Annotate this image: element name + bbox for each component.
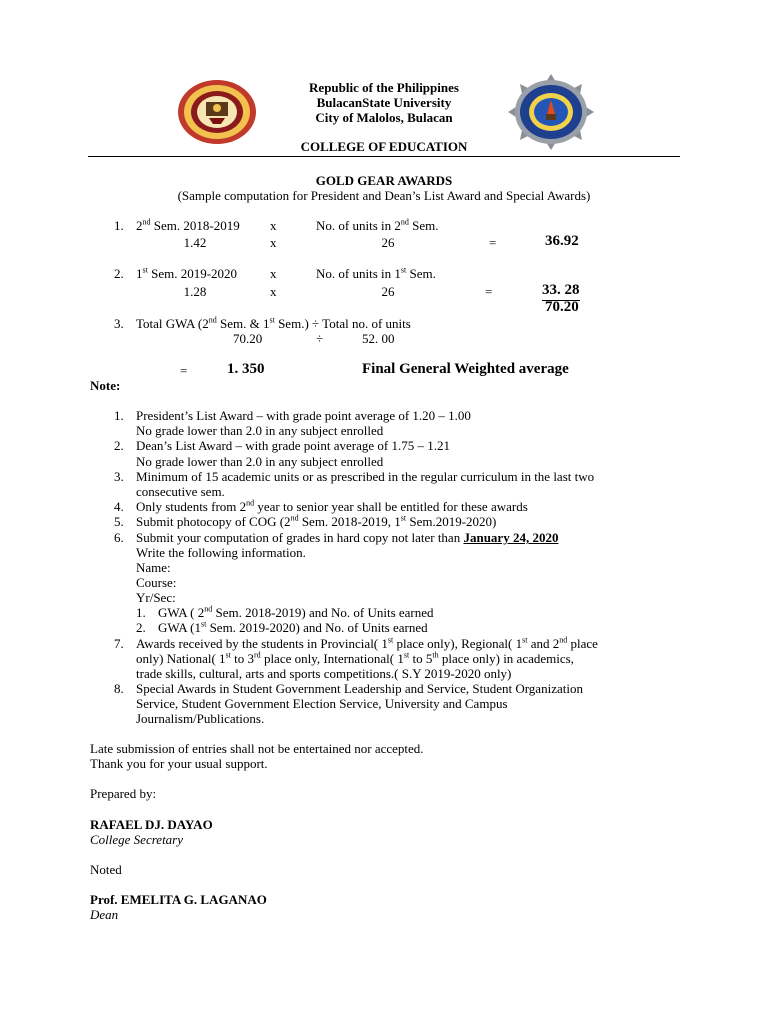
note-8-line-3: Journalism/Publications.	[136, 711, 265, 726]
note-3-line-1: Minimum of 15 academic units or as prescribed in the regular curriculum in the last two	[136, 469, 595, 484]
comp-item-2-times: x	[270, 266, 277, 281]
note-7-number: 7.	[114, 636, 124, 651]
note-6-number: 6.	[114, 530, 124, 545]
final-gwa-value: 1. 350	[227, 361, 265, 377]
comp-item-3-formula: Total GWA (2nd Sem. & 1st Sem.) ÷ Total no. of units	[136, 315, 411, 331]
comp-item-3-total-grade: 70.20	[233, 331, 263, 346]
note-4-number: 4.	[114, 499, 124, 514]
noter-title: Dean	[90, 907, 119, 922]
closing-line-1: Late submission of entries shall not be entertained nor accepted.	[90, 741, 424, 756]
comp-item-2-equals: =	[485, 284, 493, 299]
note-3-number: 3.	[114, 469, 124, 484]
comp-item-1-result: 36.92	[545, 233, 579, 249]
note-8-number: 8.	[114, 681, 124, 696]
comp-item-2-result: 33. 28	[542, 281, 580, 301]
note-2-line-1: Dean’s List Award – with grade point average of 1.75 – 1.21	[136, 438, 450, 453]
note-5-number: 5.	[114, 514, 124, 529]
comp-item-1-units: 26	[381, 235, 395, 250]
comp-item-1-equals: =	[489, 235, 497, 250]
note-6-yrsec-field: Yr/Sec:	[136, 590, 176, 605]
final-equals: =	[180, 363, 188, 378]
note-6-sub-2: GWA (1st Sem. 2019-2020) and No. of Units earned	[158, 619, 428, 635]
note-6-name-field: Name:	[136, 560, 171, 575]
note-6-line-2: Write the following information.	[136, 545, 306, 560]
note-6-deadline: January 24, 2020	[463, 530, 559, 545]
comp-item-1-number: 1.	[114, 218, 124, 233]
note-6-sub-1-number: 1.	[136, 605, 146, 620]
comp-item-1-times: x	[270, 218, 277, 233]
note-6-line-1: Submit your computation of grades in hard copy not later than January 24, 2020	[136, 530, 559, 545]
note-6-sub-2-number: 2.	[136, 620, 146, 635]
noter-name: Prof. EMELITA G. LAGANAO	[90, 892, 267, 907]
note-7-line-1: Awards received by the students in Provincial( 1st place only), Regional( 1st and 2nd place	[136, 635, 598, 651]
note-7-line-2: only) National( 1st to 3rd place only, International( 1st to 5th place only) in academics,	[136, 650, 574, 666]
document-subtitle: (Sample computation for President and Dean’s List Award and Special Awards)	[177, 188, 591, 203]
comp-item-2-running-total: 70.20	[545, 299, 579, 315]
comp-item-2-units: 26	[381, 284, 395, 299]
comp-item-1-times-2: x	[270, 235, 277, 250]
comp-item-3-number: 3.	[114, 316, 124, 331]
noted-label: Noted	[90, 862, 122, 877]
comp-item-2-grade: 1.28	[183, 284, 207, 299]
note-7-line-3: trade skills, cultural, arts and sports competitions.( S.Y 2019-2020 only)	[136, 666, 512, 681]
header-university: BulacanState University	[316, 95, 452, 110]
header-republic: Republic of the Philippines	[309, 80, 459, 95]
note-3-line-2: consecutive sem.	[136, 484, 225, 499]
comp-item-2-semester: 1st Sem. 2019-2020	[136, 265, 238, 281]
header-divider	[88, 156, 680, 157]
prepared-by-label: Prepared by:	[90, 786, 157, 801]
note-1-number: 1.	[114, 408, 124, 423]
comp-item-2-number: 2.	[114, 266, 124, 281]
note-2-number: 2.	[114, 438, 124, 453]
document-title: GOLD GEAR AWARDS	[315, 173, 453, 188]
note-8-line-1: Special Awards in Student Government Leadership and Service, Student Organization	[136, 681, 583, 696]
comp-item-1-semester: 2nd Sem. 2018-2019	[136, 217, 240, 233]
note-4-line-1: Only students from 2nd year to senior year shall be entitled for these awards	[136, 498, 528, 514]
note-heading: Note:	[90, 378, 121, 393]
note-6-sub-1: GWA ( 2nd Sem. 2018-2019) and No. of Units earned	[158, 604, 434, 620]
preparer-title: College Secretary	[90, 832, 184, 847]
note-5-line-1: Submit photocopy of COG (2nd Sem. 2018-2019, 1st Sem.2019-2020)	[136, 513, 497, 529]
comp-item-1-grade: 1.42	[183, 235, 207, 250]
note-1-line-1: President’s List Award – with grade point average of 1.20 – 1.00	[136, 408, 471, 423]
comp-item-2-times-2: x	[270, 284, 277, 299]
note-6-course-field: Course:	[136, 575, 177, 590]
note-8-line-2: Service, Student Government Election Service, University and Campus	[136, 696, 508, 711]
closing-line-2: Thank you for your usual support.	[90, 756, 268, 771]
header-city: City of Malolos, Bulacan	[315, 110, 453, 125]
header-college: COLLEGE OF EDUCATION	[300, 139, 468, 154]
comp-item-1-units-label: No. of units in 2nd Sem.	[316, 217, 439, 233]
comp-item-3-total-units: 52. 00	[362, 331, 395, 346]
note-2-line-2: No grade lower than 2.0 in any subject enrolled	[136, 454, 384, 469]
note-1-line-2: No grade lower than 2.0 in any subject enrolled	[136, 423, 384, 438]
preparer-name: RAFAEL DJ. DAYAO	[90, 817, 213, 832]
final-gwa-label: Final General Weighted average	[362, 361, 569, 377]
comp-item-2-units-label: No. of units in 1st Sem.	[316, 265, 436, 281]
comp-item-3-divide: ÷	[316, 331, 324, 346]
